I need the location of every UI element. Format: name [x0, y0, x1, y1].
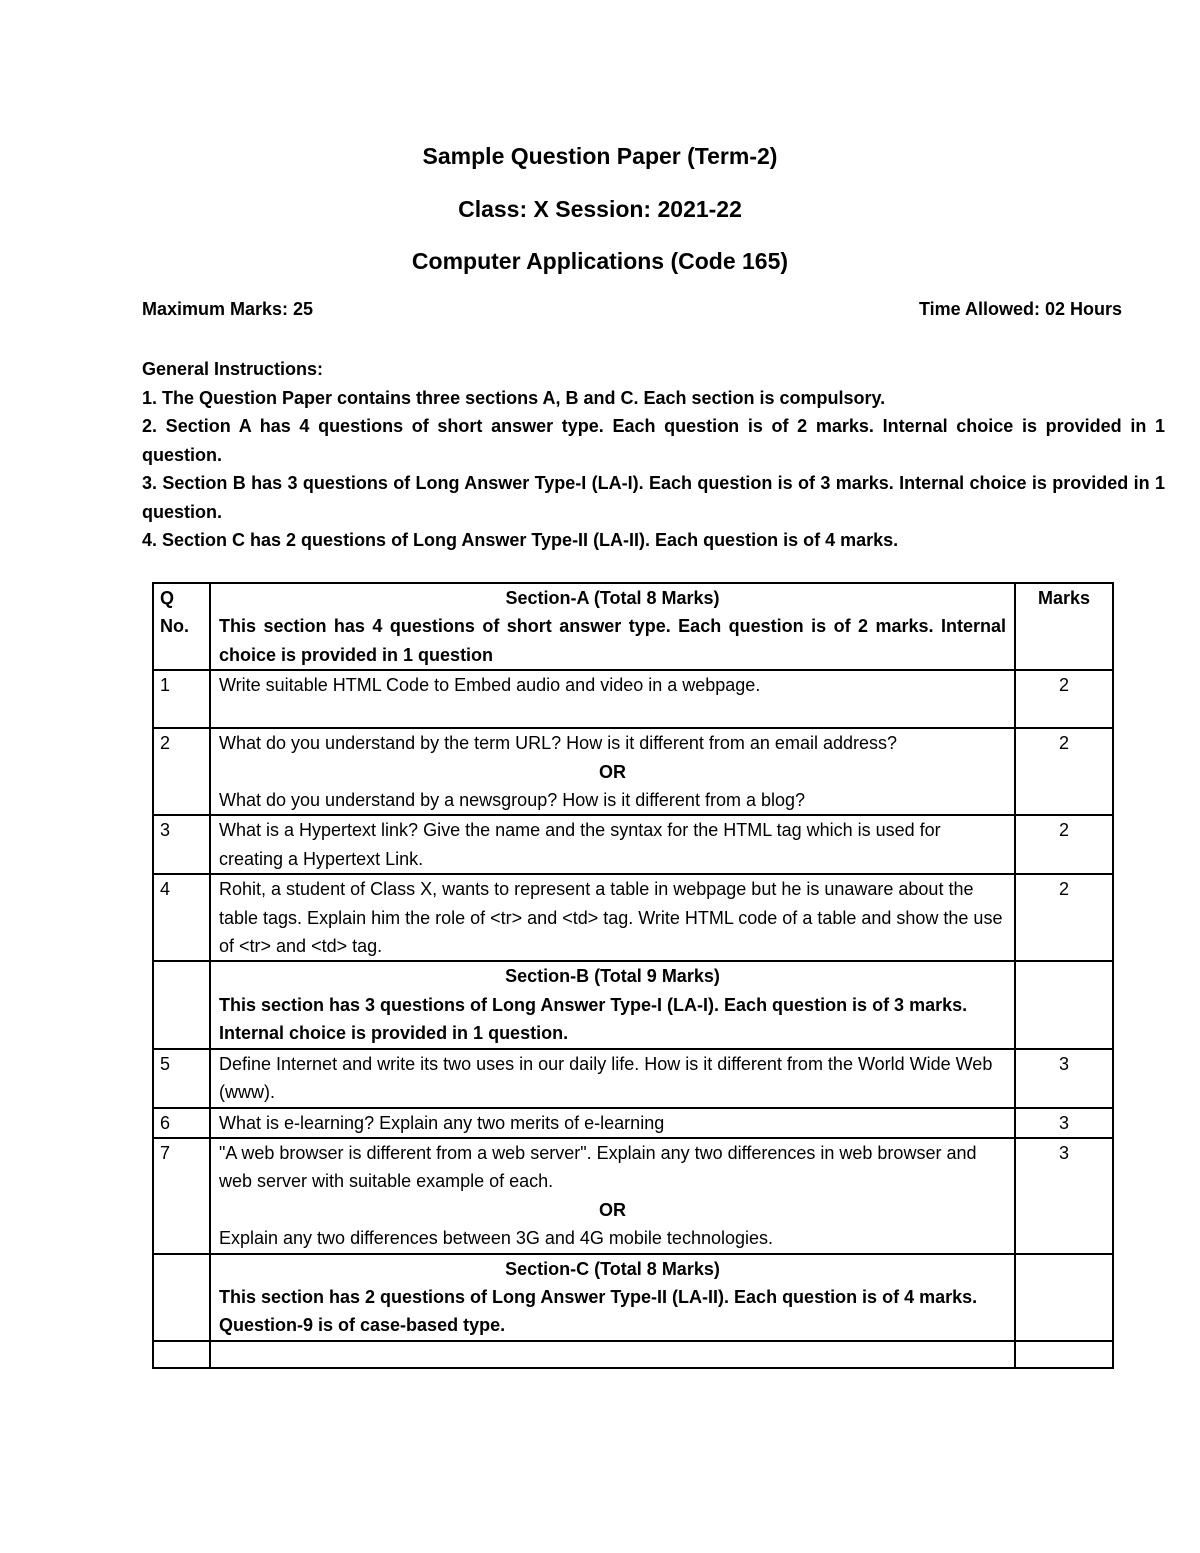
or-label: OR	[599, 1199, 626, 1220]
question-row	[153, 1108, 1113, 1138]
question-number: 2	[153, 728, 210, 815]
question-text: Write suitable HTML Code to Embed audio and video in a webpage.	[210, 670, 1015, 728]
empty-cell	[1015, 1341, 1113, 1368]
instructions-heading: General Instructions:	[142, 359, 324, 379]
question-table	[152, 582, 1114, 1369]
empty-row	[153, 1341, 1113, 1368]
question-number: 4	[153, 874, 210, 961]
question-row	[153, 1049, 1113, 1108]
question-text: What do you understand by the term URL? How is it different from an email address?	[219, 733, 897, 754]
section-a-header	[210, 583, 1015, 670]
question-cell	[210, 1138, 1015, 1254]
question-alt-text: What do you understand by a newsgroup? How is it different from a blog?	[219, 790, 806, 811]
section-b-desc: This section has 3 questions of Long Answer Type-I (LA-I). Each question is of 3 marks. Internal choice is provided in 1 question.	[219, 994, 968, 1044]
instruction-item: 4. Section C has 2 questions of Long Answer Type-II (LA-II). Each question is of 4 marks.	[142, 530, 899, 550]
section-a-desc: This section has 4 questions of short answer type. Each question is of 2 marks. Internal choice is provided in 1 question	[219, 616, 1006, 665]
question-text: What is a Hypertext link? Give the name and the syntax for the HTML tag which is used for creating a Hypertext Link.	[210, 815, 1015, 874]
empty-cell	[153, 1341, 210, 1368]
class-session: Class: X Session: 2021-22	[458, 196, 742, 222]
question-marks: 2	[1015, 815, 1113, 874]
question-text: What is e-learning? Explain any two merits of e-learning	[210, 1108, 1015, 1138]
question-marks: 2	[1015, 670, 1113, 728]
question-cell	[210, 728, 1015, 815]
section-a-title: Section-A (Total 8 Marks)	[505, 588, 720, 608]
empty-cell	[153, 961, 210, 1048]
section-c-title: Section-C (Total 8 Marks)	[505, 1258, 720, 1279]
question-row	[153, 1138, 1113, 1254]
question-marks: 2	[1015, 874, 1113, 961]
question-marks: 3	[1015, 1108, 1113, 1138]
question-number: 1	[153, 670, 210, 728]
question-row	[153, 670, 1113, 728]
question-number: 6	[153, 1108, 210, 1138]
section-a-header-row	[153, 583, 1113, 670]
question-marks: 3	[1015, 1049, 1113, 1108]
subject-title: Computer Applications (Code 165)	[411, 248, 789, 274]
question-marks: 2	[1015, 728, 1113, 815]
question-row	[153, 815, 1113, 874]
question-text: Define Internet and write its two uses in our daily life. How is it different from the World Wide Web (www).	[210, 1049, 1015, 1108]
instruction-item: 2. Section A has 4 questions of short answer type. Each question is of 2 marks. Internal choice is provided in 1 question.	[142, 416, 1165, 465]
empty-cell	[1015, 1254, 1113, 1341]
marks-header: Marks	[1015, 583, 1113, 670]
section-c-header-row	[153, 1254, 1113, 1341]
or-label: OR	[599, 761, 626, 782]
question-row	[153, 728, 1113, 815]
section-c-header	[210, 1254, 1015, 1341]
question-text: Rohit, a student of Class X, wants to represent a table in webpage but he is unaware about the table tags. Explain him the role of <tr> and <td> tag. Write HTML code of a table and show the use of <tr> and <td> tag.	[210, 874, 1015, 961]
question-text: "A web browser is different from a web server". Explain any two differences in web browser and web server with suitable example of each.	[219, 1142, 977, 1192]
question-alt-text: Explain any two differences between 3G and 4G mobile technologies.	[219, 1228, 774, 1249]
instruction-item: 3. Section B has 3 questions of Long Answer Type-I (LA-I). Each question is of 3 marks. Internal choice is provided in 1 question.	[142, 473, 1165, 522]
time-allowed: Time Allowed: 02 Hours	[918, 299, 1122, 319]
paper-title: Sample Question Paper (Term-2)	[422, 143, 778, 169]
question-number: 3	[153, 815, 210, 874]
section-b-header	[210, 961, 1015, 1048]
question-number: 5	[153, 1049, 210, 1108]
question-row	[153, 874, 1113, 961]
maximum-marks: Maximum Marks: 25	[142, 299, 314, 319]
section-b-title: Section-B (Total 9 Marks)	[505, 966, 720, 987]
section-b-header-row	[153, 961, 1113, 1048]
question-marks: 3	[1015, 1138, 1113, 1254]
qno-header: Q No.	[153, 583, 210, 670]
empty-cell	[1015, 961, 1113, 1048]
question-number: 7	[153, 1138, 210, 1254]
section-c-desc: This section has 2 questions of Long Answer Type-II (LA-II). Each question is of 4 marks. Question-9 is of case-based type.	[219, 1286, 978, 1336]
general-instructions	[142, 355, 1165, 555]
instruction-item: 1. The Question Paper contains three sections A, B and C. Each section is compulsory.	[142, 387, 886, 408]
empty-cell	[210, 1341, 1015, 1368]
empty-cell	[153, 1254, 210, 1341]
